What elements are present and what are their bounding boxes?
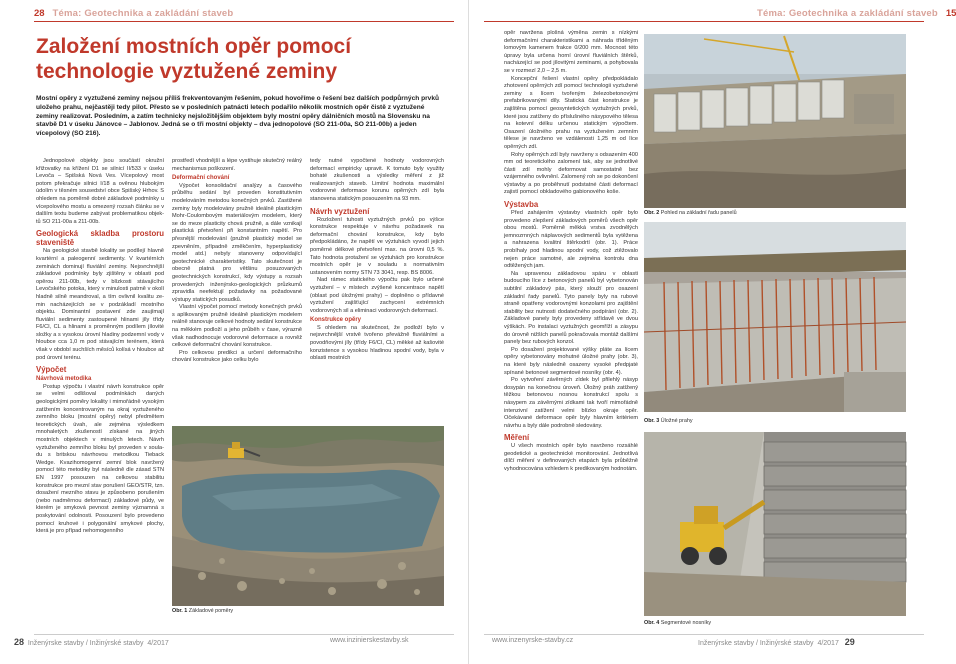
segment-girders-photo-illustration [644, 432, 906, 616]
left-footer-url[interactable]: www.inzinierskestavby.sk [330, 637, 409, 644]
text-column-3 [310, 158, 444, 363]
figure-2-label: Obr. 2 [644, 210, 660, 216]
text-column-1 [36, 158, 164, 536]
paragraph-structure: S ohledem na skutečnost, že podloží bylo v nejsvrchnější vrstvě tvořeno převážně fluviálními a povodňovými jíly (třídy F6/CI, CL) měkké až kašovité konzistence s vysokou hladinou spodní vody, byla v oblasti mostních [310, 324, 444, 362]
paragraph-construction-3: Po dosažení projektované výšky pláte za lícem opěry vybetonovány mohutné úložné prahy (obr. 3), na které byly následně osazeny vysoké předpjaté spínané betonové segmentové nosníky (obr. 4). [504, 346, 638, 376]
article-title: Založení mostních opěr pomocí technologie vyztužené zeminy [36, 35, 352, 83]
heading-construction: Výstavba [504, 200, 539, 210]
right-footer-url[interactable]: www.inzenyrske-stavby.cz [492, 637, 574, 644]
right-header [757, 8, 956, 22]
left-header [34, 8, 233, 22]
figure-4-text: Segmentové nosníky [660, 620, 712, 626]
paragraph-col4-continued: opěr navržena plošná výměna zemin s nízkými deformačními charakteristikami a náhrada tříděným lomovým kamenem frakce 0/200 mm. Mocnost této úpravy byla určena horní úrovní fluviálních štěrků, nacházející se pod jílovitými zeminami, a pohybovala se v rozmezí 2,0 – 2,5 m. [504, 30, 638, 74]
right-header-topic: Téma: Geotechnika a zakládání staveb [757, 8, 938, 19]
right-footer-page-number: 29 [844, 637, 855, 647]
text-column-4 [504, 30, 638, 474]
excavation-photo-illustration [172, 426, 444, 606]
heading-calculation: Výpočet [36, 365, 67, 375]
heading-measurement: Měření [504, 433, 530, 443]
left-header-rule [34, 21, 454, 22]
heading-structure: Konstrukce opěry [310, 317, 362, 324]
figure-2-photo [644, 34, 906, 208]
left-footer [14, 637, 169, 651]
figure-3-label: Obr. 3 [644, 418, 660, 424]
left-header-topic: Téma: Geotechnika a zakládání staveb [52, 8, 234, 19]
figure-1-photo [172, 426, 444, 606]
figure-3-caption [644, 418, 906, 425]
paragraph-deformation-2: Vlastní výpočet pomocí metody konečných prvků s aplikovaným pružně ideálně plastickým modelem reálně stanovuje celkové hodnoty sedání konstrukce na měkkém podloží a jeho průběh v čase, výrazně však nadhodnocuje vodorovné deformace a rovněž celkové deformační chování konstrukce. [172, 304, 302, 349]
paragraph-deformation-1: Výpočet konsolidační analýzy a časového průběhu sedání byl proveden konstitutivním modelováním metodou konečných prvků. Zastižené zeminy byly modelovány pružně ideálně plastickým Mohr-Coulombovým materiálovým modelem, který se do meze plasticity chová pružně, a dále vznikají plastická přetvoření při konstantním napětí. Pro přesnější modelování (pružně plastický model se zpevněním, případně změkčením, hyperplastický model atd.) nebyly stanoveny odpovídající geotechnické charakteristiky. Tato skutečnost je obecně platná pro většinu posuzovaných geotechnických konstrukcí, kdy výstupy a rozsah provedených inženýrsko-geologických průzkumů zpravidla neefektují požadavky na požadované výstupy statických posudků. [172, 182, 302, 303]
paragraph-corners: Rohy opěrných zdí byly navrženy s odsazením 400 mm od teoretického zalomení tak, aby se jednotlivé části zdí mohly deformovat samostatně bez vzájemného ovlivnění. Zalomený roh se po dokončení výstavby a po proběhnutí podstatné části deformací zajistí pomocí obkladového gabionového koše. [504, 151, 638, 196]
figure-3-photo [644, 222, 906, 412]
bearing-sills-photo-illustration [644, 222, 906, 412]
right-page [470, 0, 956, 664]
paragraph-col2-continued: prostředí vhodnější a lépe vystihuje skutečný reálný mechanismus poškození. [172, 158, 302, 172]
paragraph-deformation-3: Pro celkovou predikci a určení deformačního chování konstrukce jako celku bylo [172, 349, 302, 364]
paragraph-col3-continued: tedy nutné vypočtené hodnoty vodorovných deformací empiricky upravit. K tomuto byly využity bohaté zkušenosti a výsledky měření z již realizovaných staveb. Limitní hodnota maximální vodorovné deformace korunu opěrných zdí byla stanovena statickým posouzením na 93 mm. [310, 158, 444, 202]
paragraph-concept: Koncepční řešení vlastní opěry předpokládalo zhotovení opěrných zdí pomocí technologii vyztužené zeminy s lícem tvořeným železobetonovými prefabrikovanými díly. Statická část konstrukce je zajištěna pomocí geosyntetických vyztužných prvků, které jsou zatíženy do příslušného násypového tělesa na kotevní délku určenou statickým výpočtem. Osazení úložného prahu na vyztuženém zemním tělese je navrženo ve vzdálenosti 1,25 m od líce opěrných zdí. [504, 75, 638, 150]
right-footer-journal: Inženýrske stavby / Inžinýrské stavby [698, 640, 814, 647]
figure-2-caption [644, 210, 906, 217]
heading-deformation: Deformační chování [172, 175, 230, 182]
figure-1-label: Obr. 1 [172, 608, 188, 614]
left-footer-issue: 4/2017 [147, 640, 169, 647]
right-footer-issue: 4/2017 [817, 640, 839, 647]
figure-1-text: Základové poměry [188, 608, 234, 614]
panels-photo-illustration [644, 34, 906, 208]
figure-4-caption [644, 620, 906, 627]
paragraph-reinforcement-1: Rozložení tuhosti vyztužných prvků po výšce konstrukce respektuje v návrhu požadavek na deformační chování konstrukce, kdy bylo předpokládáno, že napětí ve výztuhách vyvodí jejich poměrné délkové přetvoření max. na úrovni 0,5 %. Tato hodnota protažení se výztuhách pro konstrukce mostních opěr je v souladu s normativním ustanovením normy STN 73 3041, resp. BS 8006. [310, 216, 444, 276]
paragraph-measurement: U všech mostních opěr bylo navrženo rozsáhlé geodetické a geotechnické monitorování. Jednotlivá dílčí měření v definovaných etapách byla průběžně vyhodnocována vzhledem k predikovaným hodnotám. [504, 443, 638, 473]
article-lead: Mostní opěry z vyztužené zeminy nejsou příliš frekventovaným řešením, pokud hovoříme o řešení bez dalších podpůrných prvků uložeho prahu, nejčastěji tedy pilot. Přesto se v posledních patnácti letech podařilo několik mostních opěr čistě z vyztužené zeminy realizovat. Posledním, a zatím technicky nejsložitějším objektem byly mostní opěry dálničních mostů na Slovensku na stavbě D1 v úseku Jánovce – Jablonov. Jedná se o tři mostní objekty – dva jednopolové (SO 211-00a, SO 211-00b) a jeden vícepolový (SO 216). [36, 95, 440, 138]
paragraph-construction-2: Na upravenou základovou spáru v oblasti budoucího líce z betonových panelů byl vybetonován subtilní základový pás, který slouží pro osazení základní řady panelů. Tyto panely byly na rubové straně opatřeny vodorovnými konzolami pro zajištění stability bez nutnosti dodatečného podpírání (obr. 2). Základové panely byly provedeny střídavě ve dvou výškách. Po instalaci vyztužných geomříží a zásypu do úrovně nižších panelů pokračovala montáž dalšími panely bez rubových konzol. [504, 270, 638, 346]
figure-4-photo [644, 432, 906, 616]
right-header-page-number: 15 [945, 8, 956, 19]
left-page [0, 0, 469, 664]
figure-4-label: Obr. 4 [644, 620, 660, 626]
heading-reinforcement: Návrh vyztužení [310, 206, 370, 216]
figure-2-text: Pohled na základní řadu panelů [660, 210, 737, 216]
left-footer-page-number: 28 [14, 637, 25, 647]
paragraph-reinforcement-2: Nad rámec statického výpočtu pak bylo určené vyztužení – v místech zvýšené koncentrace napětí (oblast pod úložnými prahy) – doplněno o přídavné vyztužení zajišťující zachycení extrémních vodorovných sil a eliminaci vodorovných deformací. [310, 277, 444, 314]
left-header-page-number: 28 [34, 8, 45, 19]
paragraph-geology: Na geologické stavbě lokality se podílejí hlavně kvartérní a paleogenní sedimenty. V kvartérních zeminách dominují fluviální zeminy. Nejsvrchnější základové podmínky byly zjištěny v oblasti pod opěrou 211-00b, tedy v blízkosti stávajícího Levočského potoka, který v minulosti patrně v okolí hladně silně meandroval, a tím ovlivnil kvalitu zemin nacházejících se v podzákladí mostního objektu. Dominantní postavení zde zaujímají fluviální sedimenty zastoupené hlinami jíly třídy F6/CI, CL a hlinami s proměnným podílem jílovité složky a s vysokou úrovní hladiny podzemní vody v hloubce cca 1,0 m pod stávajícím terénem, která však v období suchších měsíců kolísá v hloubce až pod úrovní terénu. [36, 248, 164, 361]
left-footer-journal: Inženýrske stavby / Inžinýrské stavby [27, 640, 144, 647]
paragraph-calculation: Postup výpočtu i vlastní návrh konstrukce opěr se velmi odlišoval podmínkách daných geologickými poměry lokality i mimořádně vysokým zatížením koncentrovaným na okraj vyztuženého zemního bloku (mostní opěry) nebyl předmětem teoretických úvah, ale zejména výsledkem mnohaletých zkušeností získané na jiných mostních objektech v minulých letech. Návrh vyztuženého zemního bloku byl proveden v souladu s britskou návrhovou metodikou Tieback Wedge. Kvazihomogenní zemní blok navržený pomocí této metodiky byl následně dle zásad STN EN 1997 posouzen na celkovou stabilitu konstrukce pro mezní stav porušení GEO/STR, tzn. dosažení mezního stavu je způsobeno porušením (nebo nadměrnou deformací) základové půdy, ve kterém je smyková pevnost zeminy významná s poskytování odolnosti. Posouzení bylo provedeno pomocí kruhové i polygonální smykové plochy, která je pro případ nehomogenního [36, 383, 164, 535]
figure-1-caption [172, 608, 444, 615]
right-footer-rule [484, 634, 924, 635]
paragraph-intro: Jednopolové objekty jsou součástí okružní křižovatky na křížení D1 se silnicí II/533 v úseku Levoča – Spišská Nová Ves. Vícepolový most potom překračuje silnici I/18 a ověnou hlubokým údolím v těsném sousedství obce Spišský Hrhov. S ohledem na poměrně dobré základové podmínky u vícepolového mostu a omezený rozsah článku se v dalším textu budeme zabývat problematikou objektů SO 211-00a a 211-00b. [36, 158, 164, 225]
right-footer [698, 637, 855, 651]
figure-3-text: Úložné prahy [660, 418, 693, 424]
heading-method: Návrhová metodika [36, 376, 92, 383]
text-column-2 [172, 158, 302, 365]
paragraph-construction-4: Po vytvoření závěrných zídek byl přilehlý násyp dosypán na konečnou úroveň. Úložný práh zatížený těžkou betonovou nosnou konstrukcí spolu s násypem za závěrnými zídkami tak tvoří mimořádně intenzivní zatížení velmi blízko okraje opěr. Očekávané deformace opěr byly hlavním kritériem návrhu a byly dále podrobně sledovány. [504, 377, 638, 429]
heading-geology: Geologická skladba prostoru staveniště [36, 229, 164, 248]
right-header-rule [484, 21, 924, 22]
paragraph-construction-1: Před zahájením výstavby vlastních opěr bylo provedeno zlepšení základových poměrů všech opěr obou mostů. Poměrně měkká vrstva zvodnělých jemnozrnných náplavových sedimentů byla vytěžena a nahrazena kvalitní štěrkodrtí (obr. 1). Práce probíhaly pod hladinou spodní vody, což ztěžovalo nejen práce samotné, ale zejména kontrolu dna odtěžených jam. [504, 210, 638, 270]
left-footer-rule [34, 634, 454, 635]
